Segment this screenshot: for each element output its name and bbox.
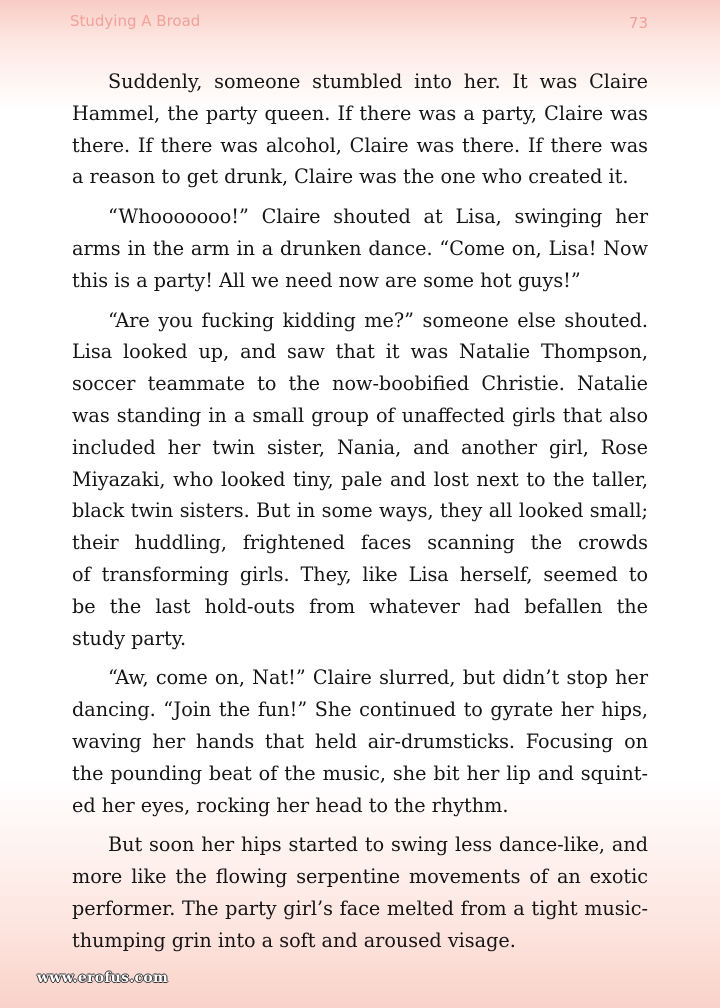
text-line: of transforming girls. They, like Lisa herself, seemed to [72, 562, 648, 586]
text-line: there. If there was alcohol, Claire was there. If there was [72, 133, 648, 157]
text-line: waving her hands that held air-drumsticks. Focusing on [72, 729, 648, 753]
text-line: arms in the arm in a drunken dance. “Come on, Lisa! Now [72, 236, 648, 260]
paragraph [72, 66, 648, 193]
paragraph [72, 201, 648, 296]
text-line: included her twin sister, Nania, and another girl, Rose [72, 435, 648, 459]
text-line: be the last hold-outs from whatever had befallen the [72, 594, 648, 618]
text-line: thumping grin into a soft and aroused visage. [72, 928, 516, 952]
text-line: more like the flowing serpentine movements of an exotic [72, 865, 648, 889]
text-line: soccer teammate to the now-boobified Christie. Natalie [72, 372, 648, 396]
text-line: ed her eyes, rocking her head to the rhythm. [72, 793, 509, 817]
text-line: their huddling, frightened faces scanning the crowds [72, 531, 648, 555]
text-line: “Are you fucking kidding me?” someone else shouted. [108, 308, 648, 332]
text-line: Suddenly, someone stumbled into her. It was Claire [108, 70, 648, 93]
watermark: www.erofus.com [37, 970, 169, 986]
text-line: dancing. “Join the fun!” She continued to gyrate her hips, [72, 698, 648, 722]
text-line: the pounding beat of the music, she bit her lip and squint- [72, 761, 648, 785]
text-line: “Aw, come on, Nat!” Claire slurred, but didn’t stop her [108, 666, 648, 690]
text-line: But soon her hips started to swing less dance-like, and [108, 833, 648, 857]
paragraph [72, 829, 648, 956]
text-line: was standing in a small group of unaffected girls that also [72, 403, 648, 427]
page-number: 73 [628, 14, 648, 32]
text-line: black twin sisters. But in some ways, they all looked small; [72, 499, 648, 523]
body-text [72, 66, 648, 965]
text-line: study party. [72, 626, 187, 650]
text-line: Lisa looked up, and saw that it was Natalie Thompson, [72, 340, 648, 364]
text-line: a reason to get drunk, Claire was the one who created it. [72, 165, 629, 189]
paragraph [72, 305, 648, 655]
text-line: Miyazaki, who looked tiny, pale and lost next to the taller, [72, 467, 648, 491]
text-line: Hammel, the party queen. If there was a party, Claire was [72, 101, 648, 125]
text-line: performer. The party girl’s face melted from a tight music- [72, 896, 648, 920]
paragraph [72, 662, 648, 821]
page-header [70, 12, 648, 36]
text-line: “Whooooooo!” Claire shouted at Lisa, swinging her [108, 205, 648, 229]
running-title: Studying A Broad [70, 12, 201, 30]
text-line: this is a party! All we need now are some hot guys!” [72, 268, 581, 292]
